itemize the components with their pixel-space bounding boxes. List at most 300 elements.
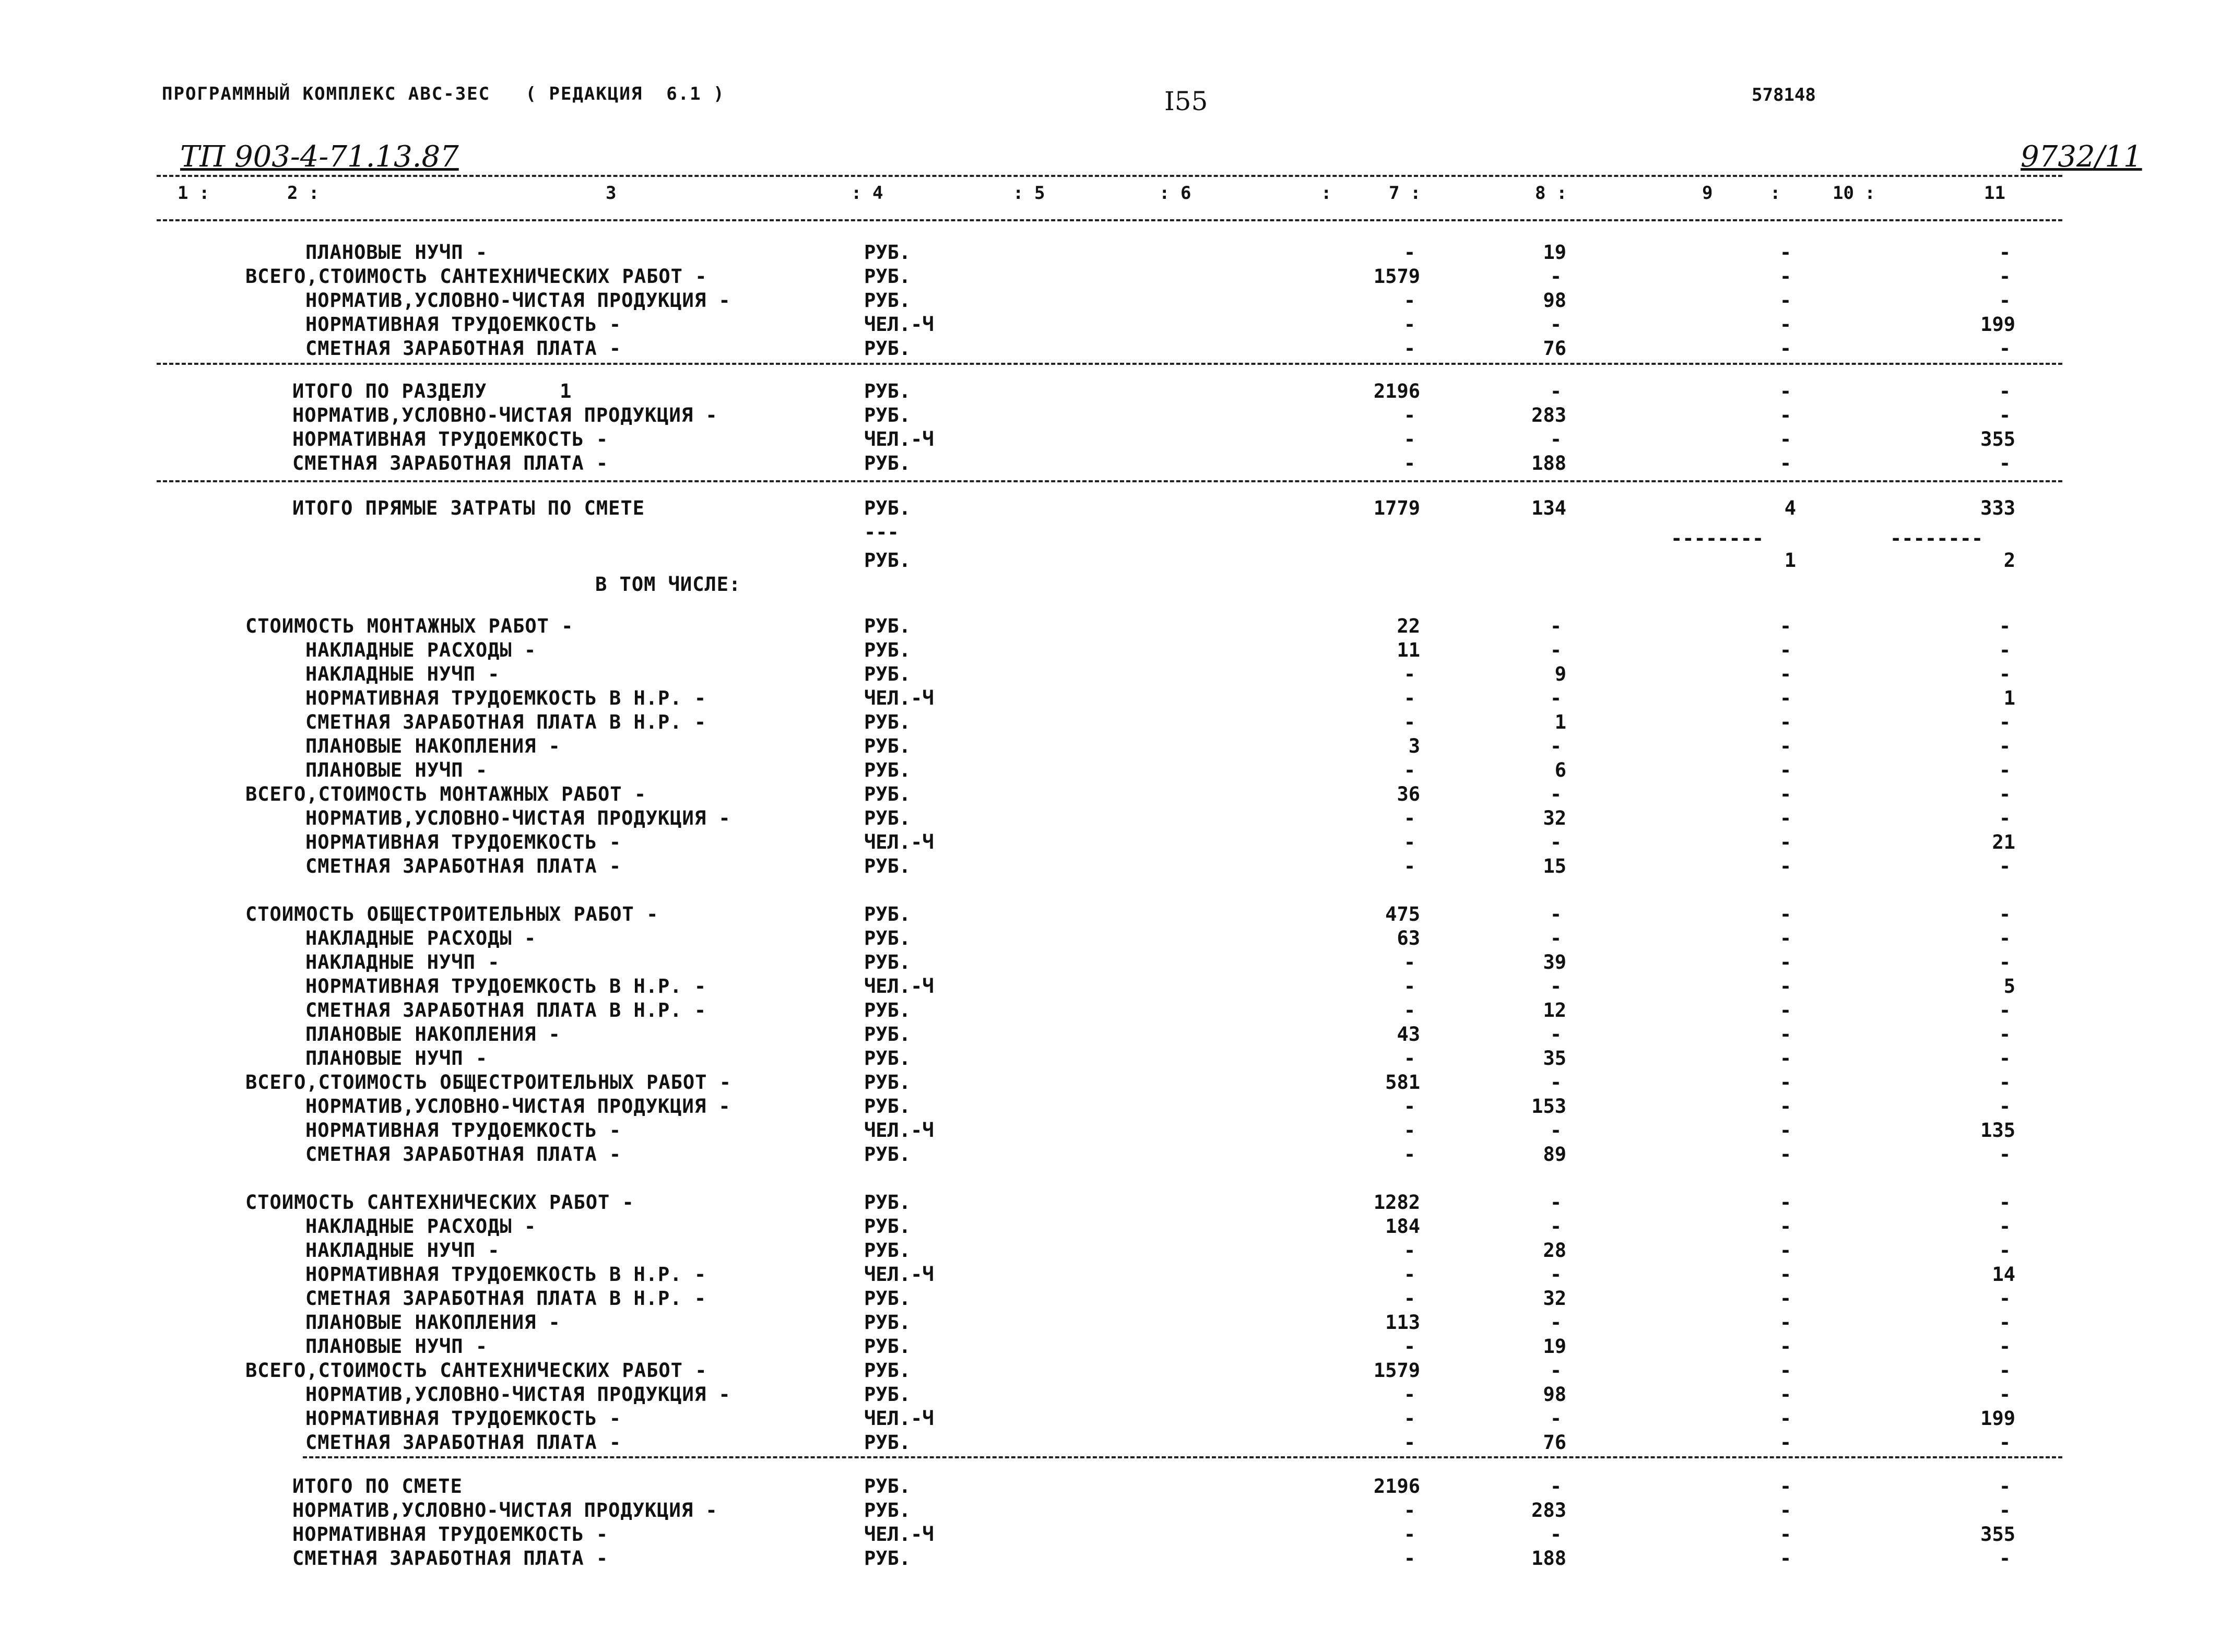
cell-c11: 1 xyxy=(2003,687,2015,709)
table-row xyxy=(0,807,2220,832)
cell-c9: - xyxy=(1779,1407,1792,1430)
cell-c8: 6 xyxy=(1554,759,1566,781)
table-row xyxy=(0,1023,2220,1048)
cell-c8: - xyxy=(1550,1523,1562,1546)
cell-c9: - xyxy=(1779,380,1792,402)
row-label: ИТОГО ПО СМЕТЕ xyxy=(292,1475,463,1498)
row-label: СМЕТНАЯ ЗАРАБОТНАЯ ПЛАТА - xyxy=(305,1431,622,1454)
table-row xyxy=(0,1143,2220,1168)
cell-c8: - xyxy=(1550,1119,1562,1142)
cell-c9: - xyxy=(1779,428,1792,450)
row-label: ИТОГО ПО РАЗДЕЛУ 1 xyxy=(292,380,572,402)
row-unit: РУБ. xyxy=(864,999,911,1021)
cell-c8: - xyxy=(1550,927,1562,949)
cell-c7: 11 xyxy=(1397,639,1420,661)
row-unit: РУБ. xyxy=(864,1047,911,1069)
table-row xyxy=(0,337,2220,362)
col-sep-2: : xyxy=(1770,183,1781,204)
row-unit: РУБ. xyxy=(864,1431,911,1454)
cell-c9: - xyxy=(1779,1119,1792,1142)
cell-c11: 5 xyxy=(2003,975,2015,997)
cell-c8: - xyxy=(1550,1311,1562,1334)
row-unit: РУБ. xyxy=(864,404,911,426)
table-row xyxy=(0,452,2220,477)
cell-c9: - xyxy=(1779,1523,1792,1546)
cell-c8: 283 xyxy=(1531,1499,1566,1522)
row-label: СТОИМОСТЬ САНТЕХНИЧЕСКИХ РАБОТ - xyxy=(245,1191,634,1214)
row-unit: РУБ. xyxy=(864,735,911,757)
cell-c9: - xyxy=(1779,999,1792,1021)
cell-c9: 1 xyxy=(1784,549,1796,572)
row-label: ПЛАНОВЫЕ НАКОПЛЕНИЯ - xyxy=(305,1023,561,1045)
cell-c9: - xyxy=(1779,711,1792,733)
row-label: НОРМАТИВНАЯ ТРУДОЕМКОСТЬ - xyxy=(305,313,622,336)
cell-c8: - xyxy=(1550,1475,1562,1498)
cell-c7: - xyxy=(1403,687,1416,709)
cell-c11: 14 xyxy=(1992,1263,2015,1286)
row-label: НАКЛАДНЫЕ НУЧП - xyxy=(305,663,500,685)
cell-c7: - xyxy=(1403,975,1416,997)
cell-c8: - xyxy=(1550,1263,1562,1286)
cell-c8: - xyxy=(1550,1359,1562,1382)
cell-c8: 76 xyxy=(1543,1431,1566,1454)
row-unit: ЧЕЛ.-Ч xyxy=(864,1119,934,1142)
row-label: СМЕТНАЯ ЗАРАБОТНАЯ ПЛАТА - xyxy=(305,1143,622,1166)
row-label: НОРМАТИВ,УСЛОВНО-ЧИСТАЯ ПРОДУКЦИЯ - xyxy=(305,1383,731,1406)
table-row xyxy=(0,549,2220,574)
cell-c8: 1 xyxy=(1554,711,1566,733)
cell-c11: - xyxy=(1999,711,2011,733)
cell-c8: 153 xyxy=(1531,1095,1566,1118)
row-label: НАКЛАДНЫЕ РАСХОДЫ - xyxy=(305,927,537,949)
cell-c9: - xyxy=(1779,289,1792,312)
row-unit: РУБ. xyxy=(864,663,911,685)
cell-c9: - xyxy=(1779,265,1792,288)
row-label: ИТОГО ПРЯМЫЕ ЗАТРАТЫ ПО СМЕТЕ xyxy=(292,497,645,519)
cell-c11: - xyxy=(1999,1071,2011,1094)
cell-c11: - xyxy=(1999,999,2011,1021)
row-label: ПЛАНОВЫЕ НАКОПЛЕНИЯ - xyxy=(305,1311,561,1334)
cell-c7: - xyxy=(1403,1335,1416,1358)
row-unit: ЧЕЛ.-Ч xyxy=(864,687,934,709)
cell-c11: 333 xyxy=(1980,497,2015,519)
cell-c11: 199 xyxy=(1980,1407,2015,1430)
cell-c9: - xyxy=(1779,241,1792,264)
cell-c11: - xyxy=(1999,1499,2011,1522)
cell-c8: 76 xyxy=(1543,337,1566,360)
page-number: I55 xyxy=(1164,86,1208,116)
cell-c8: 9 xyxy=(1554,663,1566,685)
row-unit: РУБ. xyxy=(864,1191,911,1214)
table-row xyxy=(0,1047,2220,1072)
cell-c9: - xyxy=(1779,1287,1792,1310)
cell-c9: - xyxy=(1779,1047,1792,1069)
cell-c11: - xyxy=(1999,380,2011,402)
cell-c11: - xyxy=(1999,1431,2011,1454)
row-label: СМЕТНАЯ ЗАРАБОТНАЯ ПЛАТА - xyxy=(292,452,609,474)
cell-c9: - xyxy=(1779,1475,1792,1498)
cell-c11: - xyxy=(1999,927,2011,949)
cell-c7: - xyxy=(1403,313,1416,336)
row-unit: РУБ. xyxy=(864,951,911,973)
cell-c7: 22 xyxy=(1397,615,1420,637)
table-row xyxy=(0,1523,2220,1548)
col-4: : 4 xyxy=(851,183,883,204)
header-top-rule xyxy=(157,175,2062,177)
cell-c9: - xyxy=(1779,1383,1792,1406)
cell-c8: - xyxy=(1550,265,1562,288)
row-unit: РУБ. xyxy=(864,1499,911,1522)
cell-c11: - xyxy=(1999,855,2011,877)
table-row xyxy=(0,951,2220,976)
row-unit: РУБ. xyxy=(864,1475,911,1498)
row-label: ВСЕГО,СТОИМОСТЬ МОНТАЖНЫХ РАБОТ - xyxy=(245,783,647,805)
row-unit: РУБ. xyxy=(864,1215,911,1238)
table-row xyxy=(0,759,2220,784)
cell-c8: 39 xyxy=(1543,951,1566,973)
cell-c7: - xyxy=(1403,951,1416,973)
cell-c8: 19 xyxy=(1543,1335,1566,1358)
col-10: 10 : xyxy=(1833,183,1875,204)
cell-c11: 21 xyxy=(1992,831,2015,853)
cell-c7: - xyxy=(1403,1119,1416,1142)
row-unit: ЧЕЛ.-Ч xyxy=(864,975,934,997)
cell-c8: 283 xyxy=(1531,404,1566,426)
table-row xyxy=(0,265,2220,290)
cell-c7: 1579 xyxy=(1373,1359,1420,1382)
cell-c9: - xyxy=(1779,639,1792,661)
cell-c9: - xyxy=(1779,1215,1792,1238)
row-label: ПЛАНОВЫЕ НУЧП - xyxy=(305,759,488,781)
cell-c9: - xyxy=(1779,951,1792,973)
row-label: НАКЛАДНЫЕ НУЧП - xyxy=(305,1239,500,1262)
table-row xyxy=(0,1071,2220,1096)
table-row xyxy=(0,687,2220,712)
cell-c11: - xyxy=(1999,241,2011,264)
cell-c8: 19 xyxy=(1543,241,1566,264)
row-label: ПЛАНОВЫЕ НУЧП - xyxy=(305,1335,488,1358)
cell-c7: - xyxy=(1403,711,1416,733)
cell-c9: - xyxy=(1779,783,1792,805)
row-unit: РУБ. xyxy=(864,855,911,877)
cell-c9: - xyxy=(1779,759,1792,781)
row-label: НАКЛАДНЫЕ РАСХОДЫ - xyxy=(305,1215,537,1238)
table-row xyxy=(0,639,2220,664)
row-unit: РУБ. xyxy=(864,1335,911,1358)
table-row xyxy=(0,1263,2220,1288)
cell-c9: - xyxy=(1779,1023,1792,1045)
table-row xyxy=(0,1475,2220,1500)
cell-c9: - xyxy=(1779,1335,1792,1358)
row-unit: РУБ. xyxy=(864,1547,911,1570)
cell-c11: - xyxy=(1999,1547,2011,1570)
cell-c9: - xyxy=(1779,1263,1792,1286)
table-row xyxy=(0,428,2220,453)
cell-c11: - xyxy=(1999,1359,2011,1382)
cell-c7: 1779 xyxy=(1373,497,1420,519)
cell-c8: - xyxy=(1550,1215,1562,1238)
table-row xyxy=(0,663,2220,688)
cell-c11: - xyxy=(1999,1287,2011,1310)
cell-c11: - xyxy=(1999,759,2011,781)
table-row xyxy=(0,1383,2220,1408)
row-label: НОРМАТИВ,УСЛОВНО-ЧИСТАЯ ПРОДУКЦИЯ - xyxy=(292,1499,718,1522)
row-unit: РУБ. xyxy=(864,1023,911,1045)
table-row xyxy=(0,1191,2220,1216)
row-label: В ТОМ ЧИСЛЕ: xyxy=(595,573,741,596)
cell-c9: - xyxy=(1779,1191,1792,1214)
row-unit: РУБ. xyxy=(864,639,911,661)
cell-c8: - xyxy=(1550,428,1562,450)
cell-c9: - xyxy=(1779,452,1792,474)
row-unit: РУБ. xyxy=(864,903,911,925)
cell-c8: - xyxy=(1550,1407,1562,1430)
cell-c11: 2 xyxy=(2003,549,2015,572)
cell-c8: - xyxy=(1550,639,1562,661)
cell-c11: 355 xyxy=(1980,1523,2015,1546)
cell-c7: - xyxy=(1403,1383,1416,1406)
cell-c7: - xyxy=(1403,241,1416,264)
row-label: НОРМАТИВНАЯ ТРУДОЕМКОСТЬ - xyxy=(305,1119,622,1142)
cell-c9: - xyxy=(1779,1143,1792,1166)
table-row xyxy=(0,615,2220,640)
cell-c7: 184 xyxy=(1385,1215,1420,1238)
table-row xyxy=(0,1407,2220,1432)
cell-c9: - xyxy=(1779,903,1792,925)
table-row xyxy=(0,927,2220,952)
table-row xyxy=(0,711,2220,736)
row-unit: ЧЕЛ.-Ч xyxy=(864,428,934,450)
cell-c11: - xyxy=(1999,452,2011,474)
table-row xyxy=(0,1215,2220,1240)
table-row xyxy=(0,783,2220,808)
table-row xyxy=(0,855,2220,880)
cell-c7: - xyxy=(1403,1407,1416,1430)
table-row xyxy=(0,289,2220,314)
cell-c11: - xyxy=(1999,639,2011,661)
row-unit: РУБ. xyxy=(864,1239,911,1262)
cell-c8: 188 xyxy=(1531,452,1566,474)
cell-c8: - xyxy=(1550,1023,1562,1045)
cell-c9: - xyxy=(1779,404,1792,426)
row-label: СМЕТНАЯ ЗАРАБОТНАЯ ПЛАТА В Н.Р. - xyxy=(305,1287,707,1310)
cell-c11: - xyxy=(1999,663,2011,685)
cell-c9: - xyxy=(1779,1547,1792,1570)
cell-c7: - xyxy=(1403,404,1416,426)
cell-c7: - xyxy=(1403,663,1416,685)
cell-c9: - xyxy=(1779,1431,1792,1454)
column-header-row xyxy=(157,183,2062,214)
cell-c9: - xyxy=(1779,735,1792,757)
cell-c9: - xyxy=(1779,1499,1792,1522)
cell-c7: - xyxy=(1403,1499,1416,1522)
cell-c7: - xyxy=(1403,289,1416,312)
cell-c9: - xyxy=(1779,663,1792,685)
table-row xyxy=(0,1287,2220,1312)
row-unit: РУБ. xyxy=(864,1359,911,1382)
row-unit: РУБ. xyxy=(864,452,911,474)
cell-c7: - xyxy=(1403,1263,1416,1286)
cell-c7: - xyxy=(1403,807,1416,829)
cell-c8: - xyxy=(1550,903,1562,925)
cell-c8: 35 xyxy=(1543,1047,1566,1069)
table-row xyxy=(0,1499,2220,1524)
col-8: 8 : xyxy=(1535,183,1567,204)
cell-c9: - xyxy=(1779,1239,1792,1262)
row-unit: РУБ. xyxy=(864,1095,911,1118)
row-label: СМЕТНАЯ ЗАРАБОТНАЯ ПЛАТА - xyxy=(305,337,622,360)
dash-fragment-text: -------- xyxy=(1671,527,1764,550)
cell-c9: - xyxy=(1779,1071,1792,1094)
handwritten-sheet-code: 9732/11 xyxy=(2021,140,2142,174)
cell-c11: - xyxy=(1999,265,2011,288)
col-sep: : xyxy=(1321,183,1332,204)
row-label: НОРМАТИВ,УСЛОВНО-ЧИСТАЯ ПРОДУКЦИЯ - xyxy=(292,404,718,426)
cell-c8: 12 xyxy=(1543,999,1566,1021)
row-unit: РУБ. xyxy=(864,337,911,360)
cell-c8: 98 xyxy=(1543,289,1566,312)
col-7: 7 : xyxy=(1389,183,1421,204)
table-row xyxy=(0,1547,2220,1572)
cell-c11: 135 xyxy=(1980,1119,2015,1142)
cell-c8: 32 xyxy=(1543,1287,1566,1310)
row-unit: РУБ. xyxy=(864,241,911,264)
cell-c8: - xyxy=(1550,1071,1562,1094)
row-unit: РУБ. xyxy=(864,783,911,805)
row-label: СТОИМОСТЬ ОБЩЕСТРОИТЕЛЬНЫХ РАБОТ - xyxy=(245,903,659,925)
header-bottom-rule xyxy=(157,219,2062,221)
row-label: ПЛАНОВЫЕ НУЧП - xyxy=(305,1047,488,1069)
cell-c7: 2196 xyxy=(1373,1475,1420,1498)
col-2: 2 : xyxy=(287,183,320,204)
row-unit: РУБ. xyxy=(864,1383,911,1406)
row-unit: РУБ. xyxy=(864,549,911,572)
cell-c8: - xyxy=(1550,783,1562,805)
cell-c7: 36 xyxy=(1397,783,1420,805)
cell-c11: - xyxy=(1999,903,2011,925)
cell-c7: - xyxy=(1403,831,1416,853)
cell-c7: 3 xyxy=(1408,735,1420,757)
cell-c9: - xyxy=(1779,927,1792,949)
table-row xyxy=(0,1311,2220,1336)
table-row xyxy=(0,831,2220,856)
cell-c11: 199 xyxy=(1980,313,2015,336)
row-unit: ЧЕЛ.-Ч xyxy=(864,1523,934,1546)
cell-c7: - xyxy=(1403,1095,1416,1118)
cell-c9: - xyxy=(1779,831,1792,853)
cell-c7: - xyxy=(1403,337,1416,360)
cell-c11: - xyxy=(1999,1215,2011,1238)
cell-c9: - xyxy=(1779,1311,1792,1334)
table-row xyxy=(0,313,2220,338)
cell-c7: - xyxy=(1403,759,1416,781)
cell-c8: - xyxy=(1550,1191,1562,1214)
cell-c11: - xyxy=(1999,1143,2011,1166)
cell-c7: 1579 xyxy=(1373,265,1420,288)
cell-c7: - xyxy=(1403,1523,1416,1546)
cell-c11: - xyxy=(1999,289,2011,312)
cell-c11: 355 xyxy=(1980,428,2015,450)
table-row xyxy=(0,1239,2220,1264)
row-label: НАКЛАДНЫЕ РАСХОДЫ - xyxy=(305,639,537,661)
cell-c8: 188 xyxy=(1531,1547,1566,1570)
dash-fragment xyxy=(0,527,2220,552)
col-9: 9 xyxy=(1702,183,1713,204)
cell-c7: - xyxy=(1403,999,1416,1021)
table-row xyxy=(0,497,2220,522)
cell-c11: - xyxy=(1999,1191,2011,1214)
row-unit: ЧЕЛ.-Ч xyxy=(864,831,934,853)
cell-c7: 1282 xyxy=(1373,1191,1420,1214)
handwritten-project-code: ТП 903-4-71.13.87 xyxy=(180,140,459,174)
cell-c7: - xyxy=(1403,855,1416,877)
cell-c11: - xyxy=(1999,735,2011,757)
row-label: СМЕТНАЯ ЗАРАБОТНАЯ ПЛАТА В Н.Р. - xyxy=(305,999,707,1021)
cell-c7: 113 xyxy=(1385,1311,1420,1334)
col-1: 1 : xyxy=(178,183,210,204)
row-unit: ЧЕЛ.-Ч xyxy=(864,1263,934,1286)
table-row xyxy=(0,735,2220,760)
cell-c7: - xyxy=(1403,1143,1416,1166)
cell-c7: - xyxy=(1403,1287,1416,1310)
col-5: : 5 xyxy=(1013,183,1045,204)
cell-c8: 134 xyxy=(1531,497,1566,519)
cell-c7: - xyxy=(1403,1047,1416,1069)
table-row xyxy=(0,1095,2220,1120)
cell-c7: - xyxy=(1403,452,1416,474)
row-unit: РУБ. xyxy=(864,927,911,949)
cell-c11: - xyxy=(1999,807,2011,829)
table-row xyxy=(0,241,2220,266)
cell-c8: - xyxy=(1550,975,1562,997)
row-unit: РУБ. xyxy=(864,759,911,781)
cell-c11: - xyxy=(1999,615,2011,637)
row-unit: РУБ. xyxy=(864,1287,911,1310)
cell-c8: 32 xyxy=(1543,807,1566,829)
cell-c9: - xyxy=(1779,855,1792,877)
table-row xyxy=(0,404,2220,429)
cell-c11: - xyxy=(1999,1095,2011,1118)
cell-c7: - xyxy=(1403,1239,1416,1262)
row-label: СМЕТНАЯ ЗАРАБОТНАЯ ПЛАТА В Н.Р. - xyxy=(305,711,707,733)
row-unit: РУБ. xyxy=(864,807,911,829)
row-unit: РУБ. xyxy=(864,1143,911,1166)
cell-c11: - xyxy=(1999,1047,2011,1069)
row-label: НОРМАТИВ,УСЛОВНО-ЧИСТАЯ ПРОДУКЦИЯ - xyxy=(305,807,731,829)
row-unit: РУБ. xyxy=(864,289,911,312)
table-row xyxy=(0,1119,2220,1144)
cell-c9: - xyxy=(1779,975,1792,997)
cell-c11: - xyxy=(1999,1311,2011,1334)
program-title: ПРОГРАММНЫЙ КОМПЛЕКС АВС-3ЕС ( РЕДАКЦИЯ 6.1 ) xyxy=(162,84,725,104)
row-unit: --- xyxy=(864,521,899,543)
row-unit: ЧЕЛ.-Ч xyxy=(864,313,934,336)
table-row xyxy=(0,975,2220,1000)
cell-c8: - xyxy=(1550,313,1562,336)
table-row xyxy=(0,903,2220,928)
row-label: СМЕТНАЯ ЗАРАБОТНАЯ ПЛАТА - xyxy=(305,855,622,877)
dash-fragment-text: -------- xyxy=(1890,527,1983,550)
cell-c9: - xyxy=(1779,1359,1792,1382)
row-unit: ЧЕЛ.-Ч xyxy=(864,1407,934,1430)
table-row xyxy=(0,573,2220,598)
row-label: ВСЕГО,СТОИМОСТЬ САНТЕХНИЧЕСКИХ РАБОТ - xyxy=(245,1359,707,1382)
cell-c11: - xyxy=(1999,1239,2011,1262)
row-label: НОРМАТИВНАЯ ТРУДОЕМКОСТЬ - xyxy=(305,831,622,853)
row-label: НОРМАТИВНАЯ ТРУДОЕМКОСТЬ В Н.Р. - xyxy=(305,975,707,997)
row-label: НОРМАТИВНАЯ ТРУДОЕМКОСТЬ - xyxy=(292,428,609,450)
table-row xyxy=(0,380,2220,405)
